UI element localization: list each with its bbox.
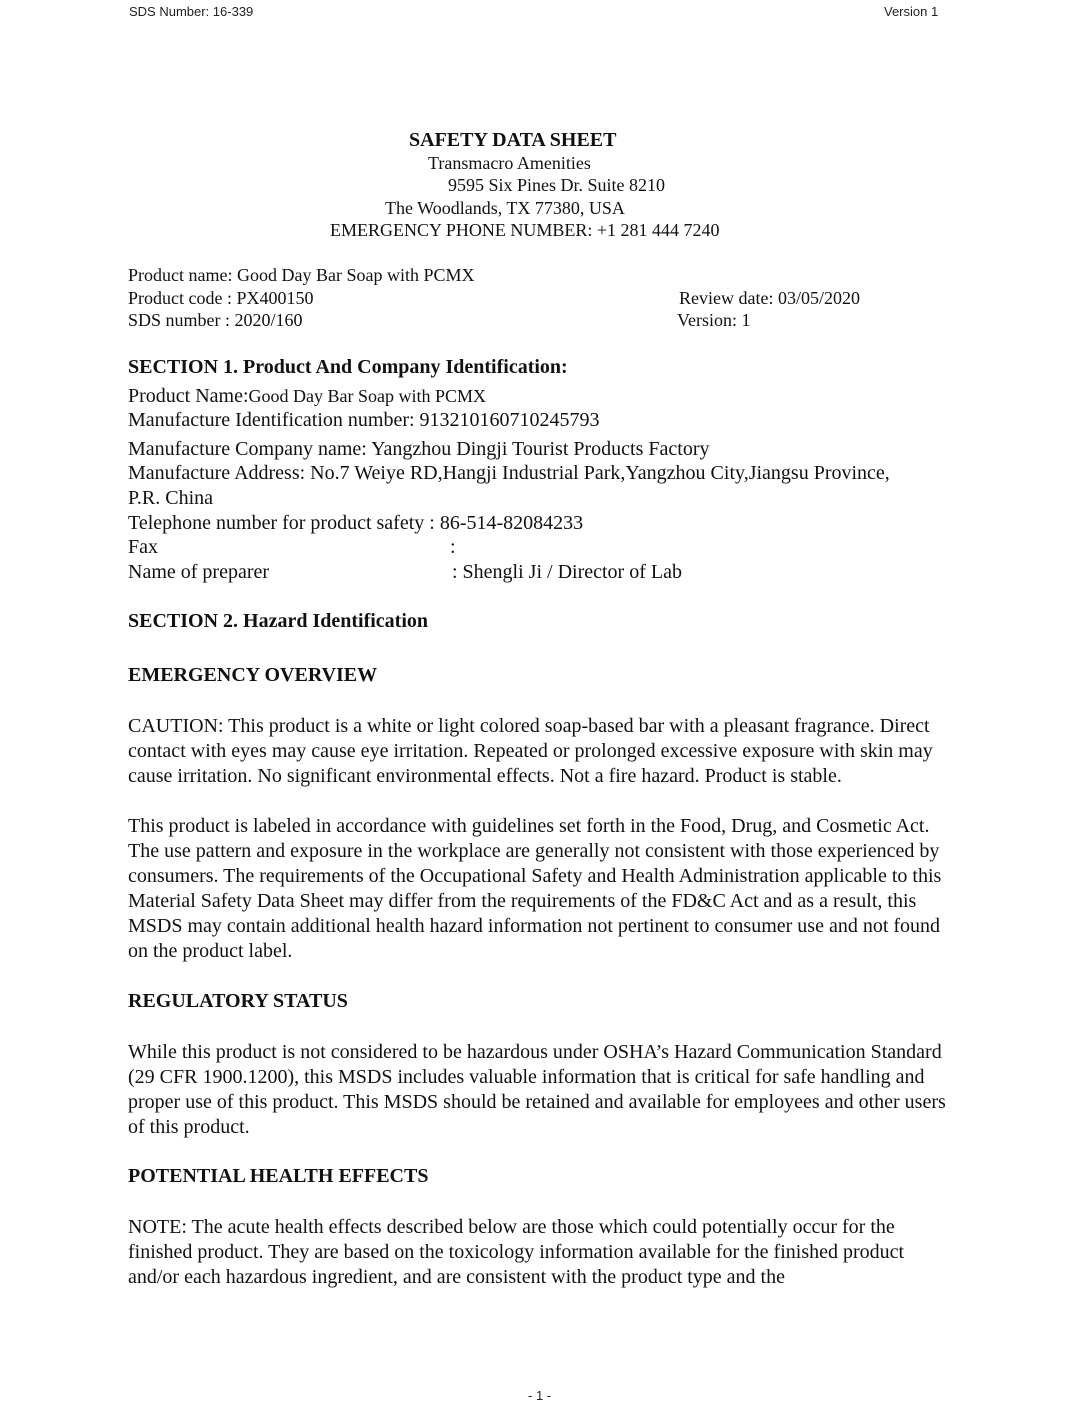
document-title: SAFETY DATA SHEET	[409, 129, 617, 151]
page-number: - 1 -	[528, 1388, 552, 1403]
labeling-paragraph: This product is labeled in accordance with guidelines set forth in the Food, Drug, and Cosmetic Act. The use pattern and exposure in the workplace are generally not consistent with those experienced by consumers. The requirements of the Occupational Safety and Health Administration applicable to this Material Safety Data Sheet may differ from the requirements of the FD&C Act and as a result, this MSDS may contain additional health hazard information not pertinent to consumer use and not found on the product label.	[128, 815, 942, 962]
telephone-line: Telephone number for product safety : 86-514-82084233	[128, 512, 584, 534]
caution-paragraph: CAUTION: This product is a white or light colored soap-based bar with a pleasant fragrance. Direct contact with eyes may cause eye irritation. Repeated or prolonged excessive exposure with skin may cause irritation. No significant environmental effects. Not a fire hazard. Product is stable.	[128, 715, 933, 787]
section1-product-name	[128, 385, 486, 408]
preparer-label: Name of preparer	[128, 561, 270, 583]
emergency-phone: EMERGENCY PHONE NUMBER: +1 281 444 7240	[330, 220, 720, 240]
version-line: Version: 1	[677, 310, 751, 330]
company-street: 9595 Six Pines Dr. Suite 8210	[448, 175, 666, 195]
manufacture-id: Manufacture Identification number: 913210160710245793	[128, 409, 600, 431]
regulatory-status-heading: REGULATORY STATUS	[128, 990, 348, 1012]
product-code-line: Product code : PX400150	[128, 288, 314, 308]
fax-label: Fax	[128, 536, 158, 558]
regulatory-paragraph: While this product is not considered to be hazardous under OSHA’s Hazard Communication Standard (29 CFR 1900.1200), this MSDS includes valuable information that is critical for safe handling and proper use of this product. This MSDS should be retained and available for employees and other users of this product.	[128, 1041, 946, 1138]
section2-heading: SECTION 2. Hazard Identification	[128, 610, 429, 632]
sds-number-line: SDS number : 2020/160	[128, 310, 303, 330]
preparer-value: : Shengli Ji / Director of Lab	[452, 561, 682, 583]
header-sds-number: SDS Number: 16-339	[129, 4, 254, 19]
section1-heading: SECTION 1. Product And Company Identification:	[128, 356, 568, 378]
company-city: The Woodlands, TX 77380, USA	[385, 198, 625, 218]
manufacture-address-2: P.R. China	[128, 487, 214, 509]
product-name-value: Good Day Bar Soap with PCMX	[248, 386, 487, 406]
company-name: Transmacro Amenities	[428, 153, 591, 173]
manufacture-company: Manufacture Company name: Yangzhou Dingji Tourist Products Factory	[128, 438, 710, 460]
health-effects-heading: POTENTIAL HEALTH EFFECTS	[128, 1165, 429, 1187]
manufacture-address-1: Manufacture Address: No.7 Weiye RD,Hangji Industrial Park,Yangzhou City,Jiangsu Province,	[128, 462, 890, 484]
product-name-label: Product Name:	[128, 385, 249, 407]
review-date: Review date: 03/05/2020	[679, 288, 860, 308]
header-version: Version 1	[884, 4, 939, 19]
fax-value: :	[450, 536, 456, 558]
fax-line	[128, 536, 456, 559]
emergency-overview-heading: EMERGENCY OVERVIEW	[128, 664, 378, 686]
product-name-line: Product name: Good Day Bar Soap with PCMX	[128, 265, 475, 285]
note-paragraph: NOTE: The acute health effects described below are those which could potentially occur for the finished product. They are based on the toxicology information available for the finished product and/or each hazardous ingredient, and are consistent with the product type and the	[128, 1216, 905, 1288]
preparer-line	[128, 561, 682, 584]
